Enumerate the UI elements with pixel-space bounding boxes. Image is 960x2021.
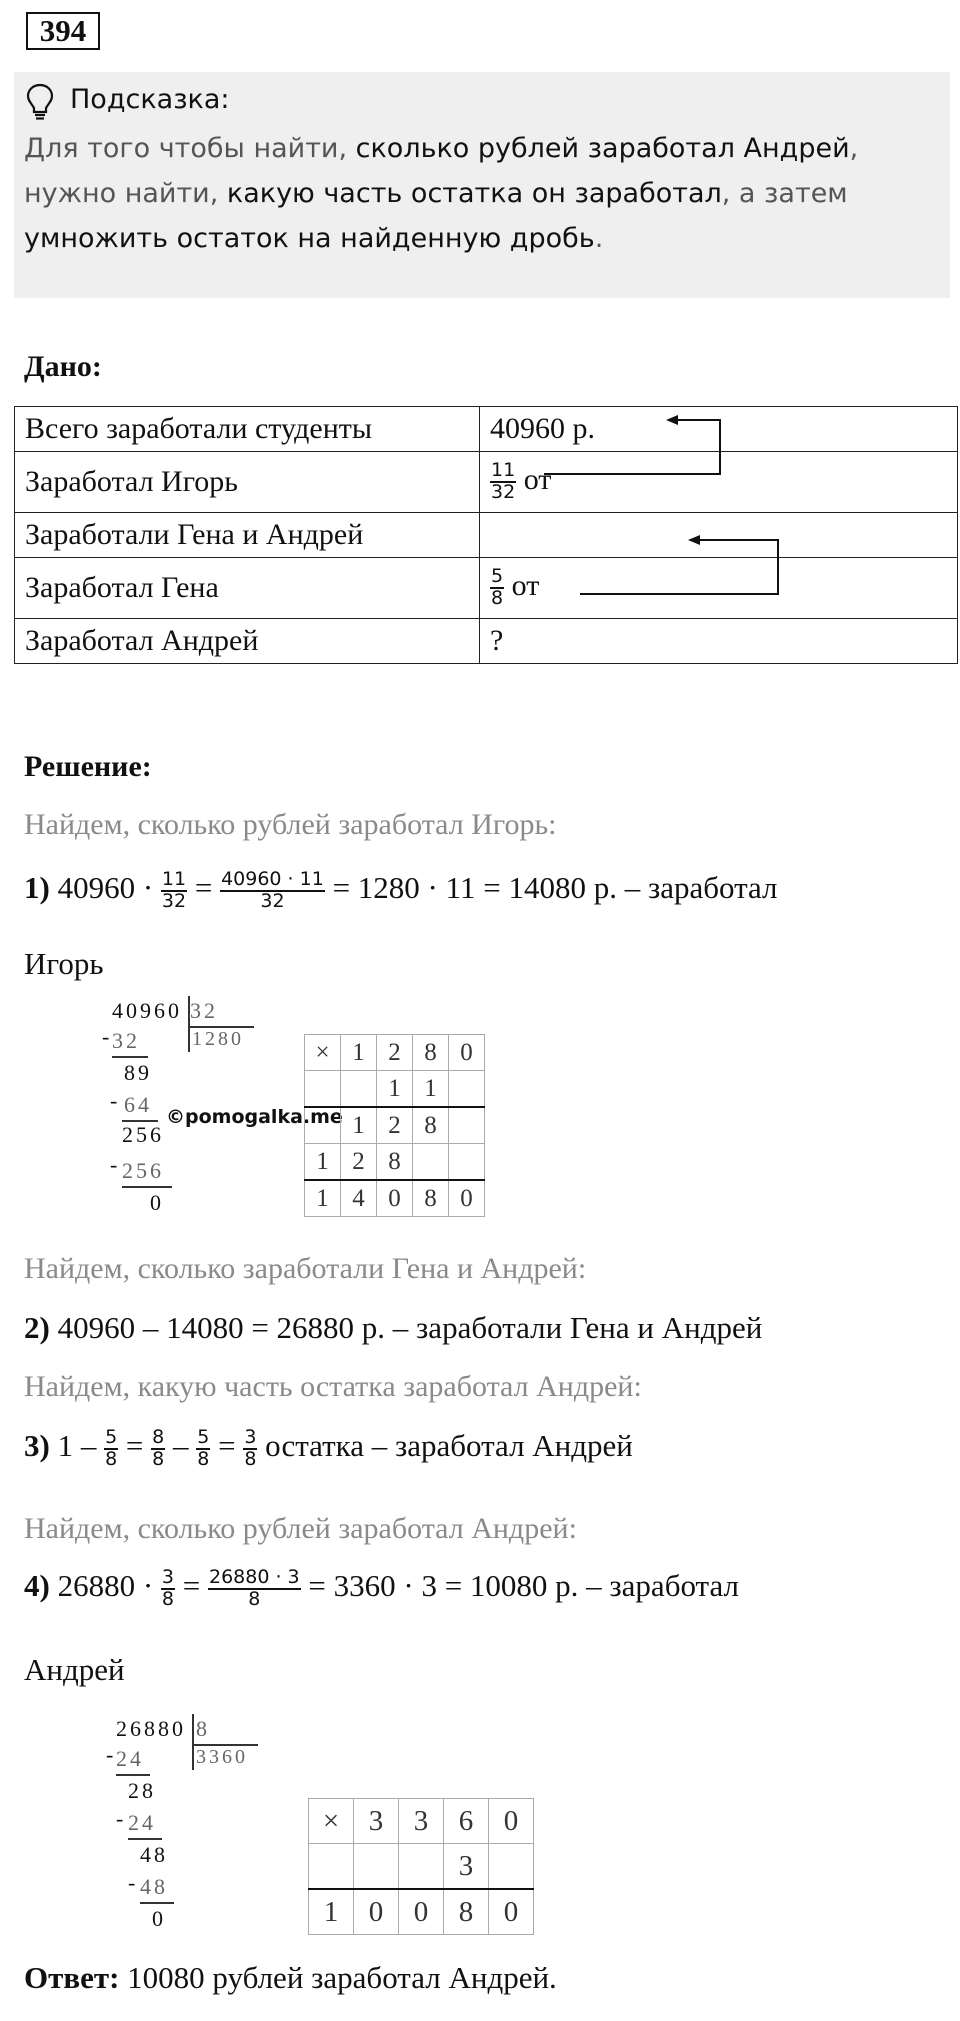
given-value: $\frac{5}{8}$ от [480, 558, 958, 619]
hint-title: Подсказка: [70, 84, 230, 115]
given-value: $\frac{11}{32}$ от [480, 452, 958, 513]
fraction: $\frac{5}{8}$ [197, 1426, 210, 1470]
task-number: 394 [26, 12, 100, 50]
step3-hint: Найдем, какую часть остатка заработал Андрей: [24, 1370, 642, 1403]
given-label: Заработал Гена [15, 558, 480, 619]
step4-line: 4) 26880 · $\frac{3}{8}$ = $\frac{26880 \cdot 3}{8}$ = 3360 · 3 = 10080 р. – заработал [24, 1566, 739, 1610]
multiplication-grid-1: × 1 2 8 0 1 1 1 2 8 1 2 8 1 4 0 8 0 [304, 1034, 485, 1217]
watermark: ©pomogalka.me [166, 1106, 343, 1128]
given-label: Заработал Игорь [15, 452, 480, 513]
given-label: Заработали Гена и Андрей [15, 513, 480, 558]
solution-heading: Решение: [24, 750, 152, 783]
long-division-1: 40960 32 1280 - 32 89 - 64 256 - 256 0 [108, 998, 268, 1218]
fraction: $\frac{8}{8}$ [152, 1426, 165, 1470]
fraction: $\frac{3}{8}$ [161, 1566, 174, 1610]
long-division-2: 26880 8 3360 - 24 28 - 24 48 - 48 0 [112, 1716, 272, 1936]
step1-hint: Найдем, сколько рублей заработал Игорь: [24, 808, 557, 841]
given-value: 40960 р. [480, 407, 958, 452]
answer: Ответ: 10080 рублей заработал Андрей. [24, 1960, 557, 1995]
given-heading: Дано: [24, 350, 102, 383]
given-value: ? [480, 619, 958, 664]
fraction: $\frac{5}{8}$ [491, 565, 504, 609]
multiplication-grid-2: × 3 3 6 0 3 1 0 0 8 0 [308, 1798, 534, 1935]
step3-line: 3) 1 – $\frac{5}{8}$ = $\frac{8}{8}$ – $\frac{5}{8}$ = $\frac{3}{8}$ остатка – заработал Андрей [24, 1426, 633, 1470]
hint-text: Для того чтобы найти, сколько рублей заработал Андрей, нужно найти, какую часть остатка он заработал, а затем умножить остаток на найденную дробь. [24, 133, 859, 254]
step2-hint: Найдем, сколько заработали Гена и Андрей: [24, 1252, 587, 1285]
fraction: $\frac{26880 \cdot 3}{8}$ [208, 1566, 300, 1610]
step4-hint: Найдем, сколько рублей заработал Андрей: [24, 1512, 577, 1545]
fraction: $\frac{40960 \cdot 11}{32}$ [221, 868, 324, 912]
given-label: Всего заработали студенты [15, 407, 480, 452]
fraction: $\frac{3}{8}$ [244, 1426, 257, 1470]
given-label: Заработал Андрей [15, 619, 480, 664]
fraction: $\frac{11}{32}$ [491, 459, 516, 503]
step1-line-cont: Игорь [24, 946, 104, 981]
step4-line-cont: Андрей [24, 1652, 125, 1687]
step2-line: 2) 40960 – 14080 = 26880 р. – заработали Гена и Андрей [24, 1310, 763, 1345]
fraction: $\frac{5}{8}$ [105, 1426, 118, 1470]
fraction: $\frac{11}{32}$ [161, 868, 187, 912]
step1-line: 1) 40960 · $\frac{11}{32}$ = $\frac{40960 \cdot 11}{32}$ = 1280 · 11 = 14080 р. – заработал [24, 868, 778, 912]
